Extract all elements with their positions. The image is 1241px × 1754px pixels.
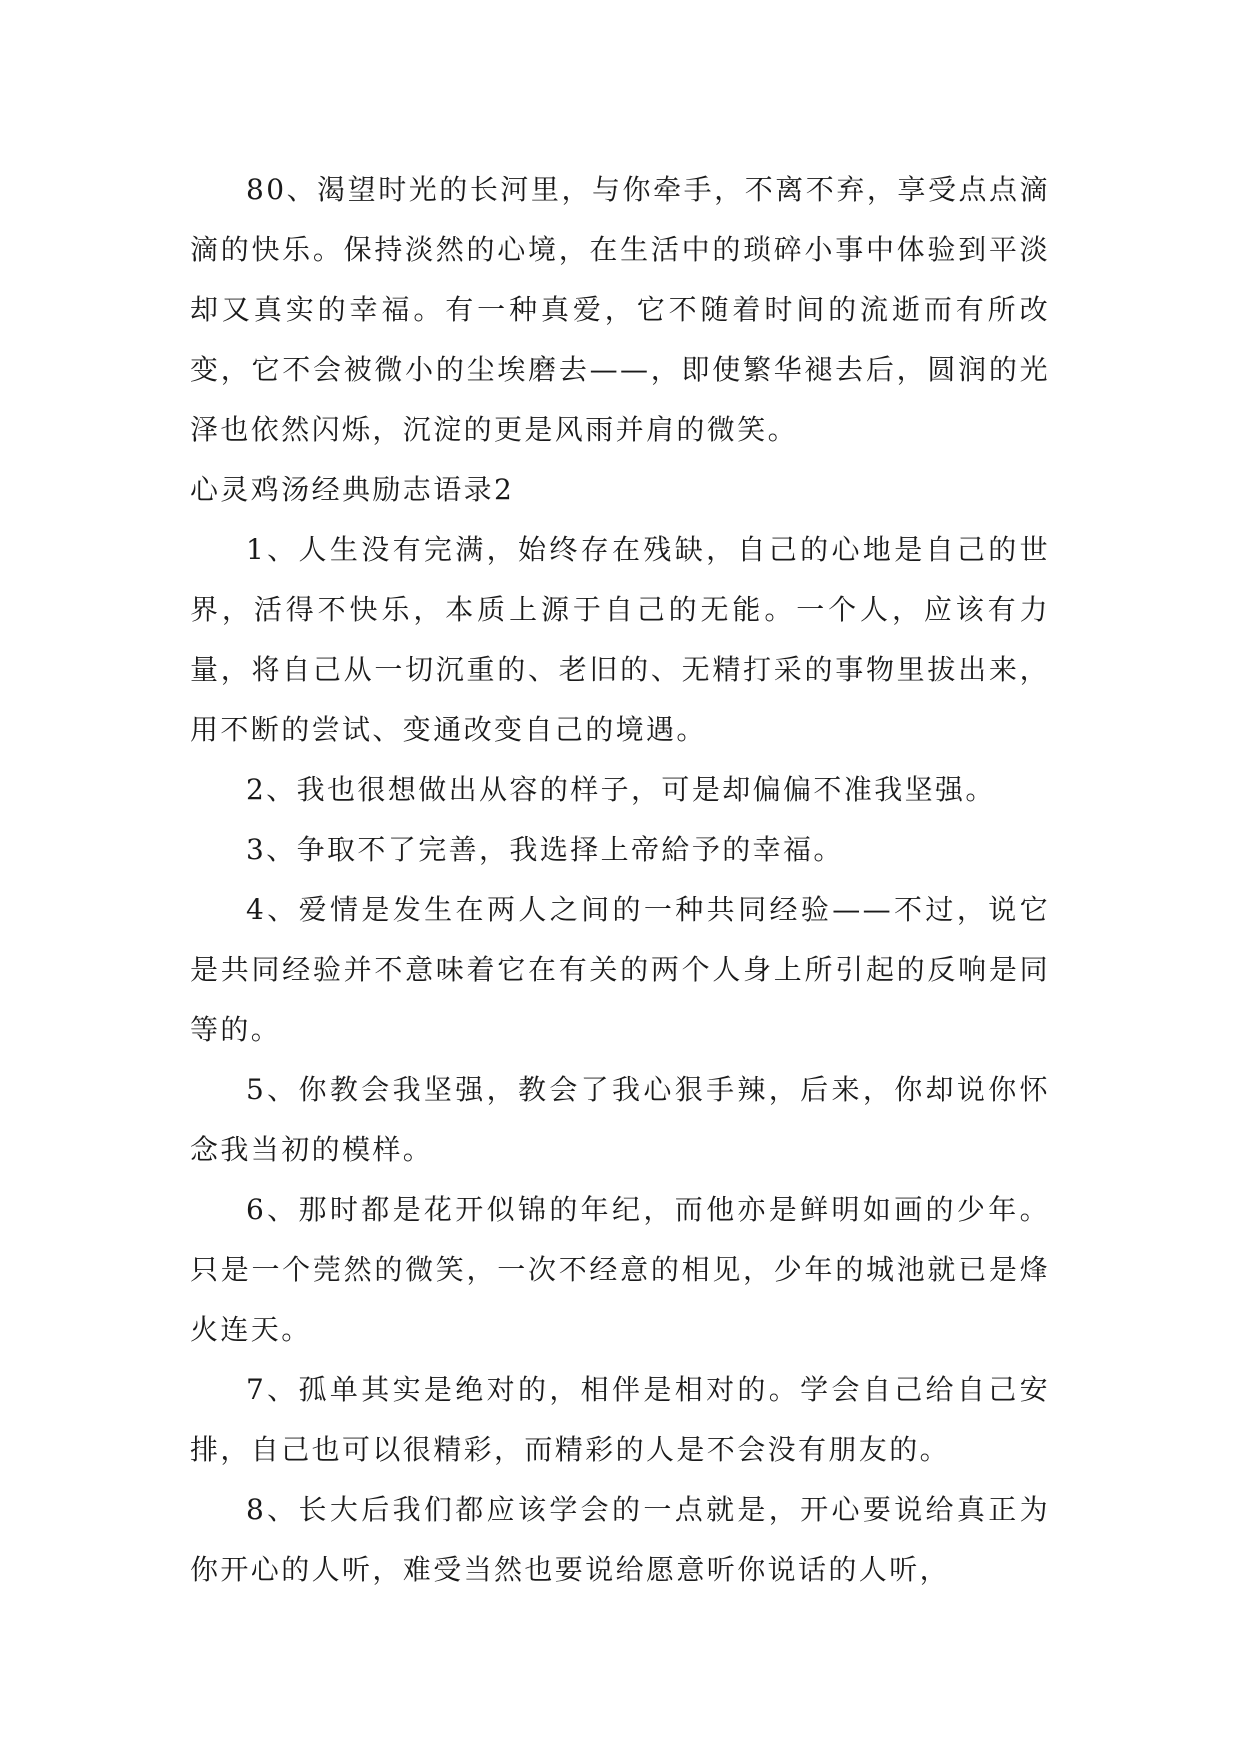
document-body [190,160,1050,1600]
quote-item-3: 3、争取不了完善，我选择上帝給予的幸福。 [246,833,844,866]
quote-item-2: 2、我也很想做出从容的样子，可是却偏偏不准我坚强。 [246,773,996,806]
quote-item-7: 7、孤单其实是绝对的，相伴是相对的。学会自己给自己安排，自己也可以很精彩，而精彩的人是不会没有朋友的。 [190,1373,1050,1466]
quote-item-4: 4、爱情是发生在两人之间的一种共同经验——不过，说它是共同经验并不意味着它在有关的两个人身上所引起的反响是同等的。 [190,893,1050,1046]
paragraph-80: 80、渴望时光的长河里，与你牵手，不离不弃，享受点点滴滴的快乐。保持淡然的心境，在生活中的琐碎小事中体验到平淡却又真实的幸福。有一种真爱，它不随着时间的流逝而有所改变，它不会被微小的尘埃磨去——，即使繁华褪去后，圆润的光泽也依然闪烁，沉淀的更是风雨并肩的微笑。 [190,173,1050,446]
section-heading: 心灵鸡汤经典励志语录2 [190,473,515,506]
quote-item-1: 1、人生没有完满，始终存在残缺，自己的心地是自己的世界，活得不快乐，本质上源于自己的无能。一个人，应该有力量，将自己从一切沉重的、老旧的、无精打采的事物里拔出来，用不断的尝试、变通改变自己的境遇。 [190,533,1050,746]
quote-item-8: 8、长大后我们都应该学会的一点就是，开心要说给真正为你开心的人听，难受当然也要说给愿意听你说话的人听， [190,1493,1050,1586]
quote-item-6: 6、那时都是花开似锦的年纪，而他亦是鲜明如画的少年。只是一个莞然的微笑，一次不经意的相见，少年的城池就已是烽火连天。 [190,1193,1050,1346]
quote-item-5: 5、你教会我坚强，教会了我心狠手辣，后来，你却说你怀念我当初的模样。 [190,1073,1050,1166]
